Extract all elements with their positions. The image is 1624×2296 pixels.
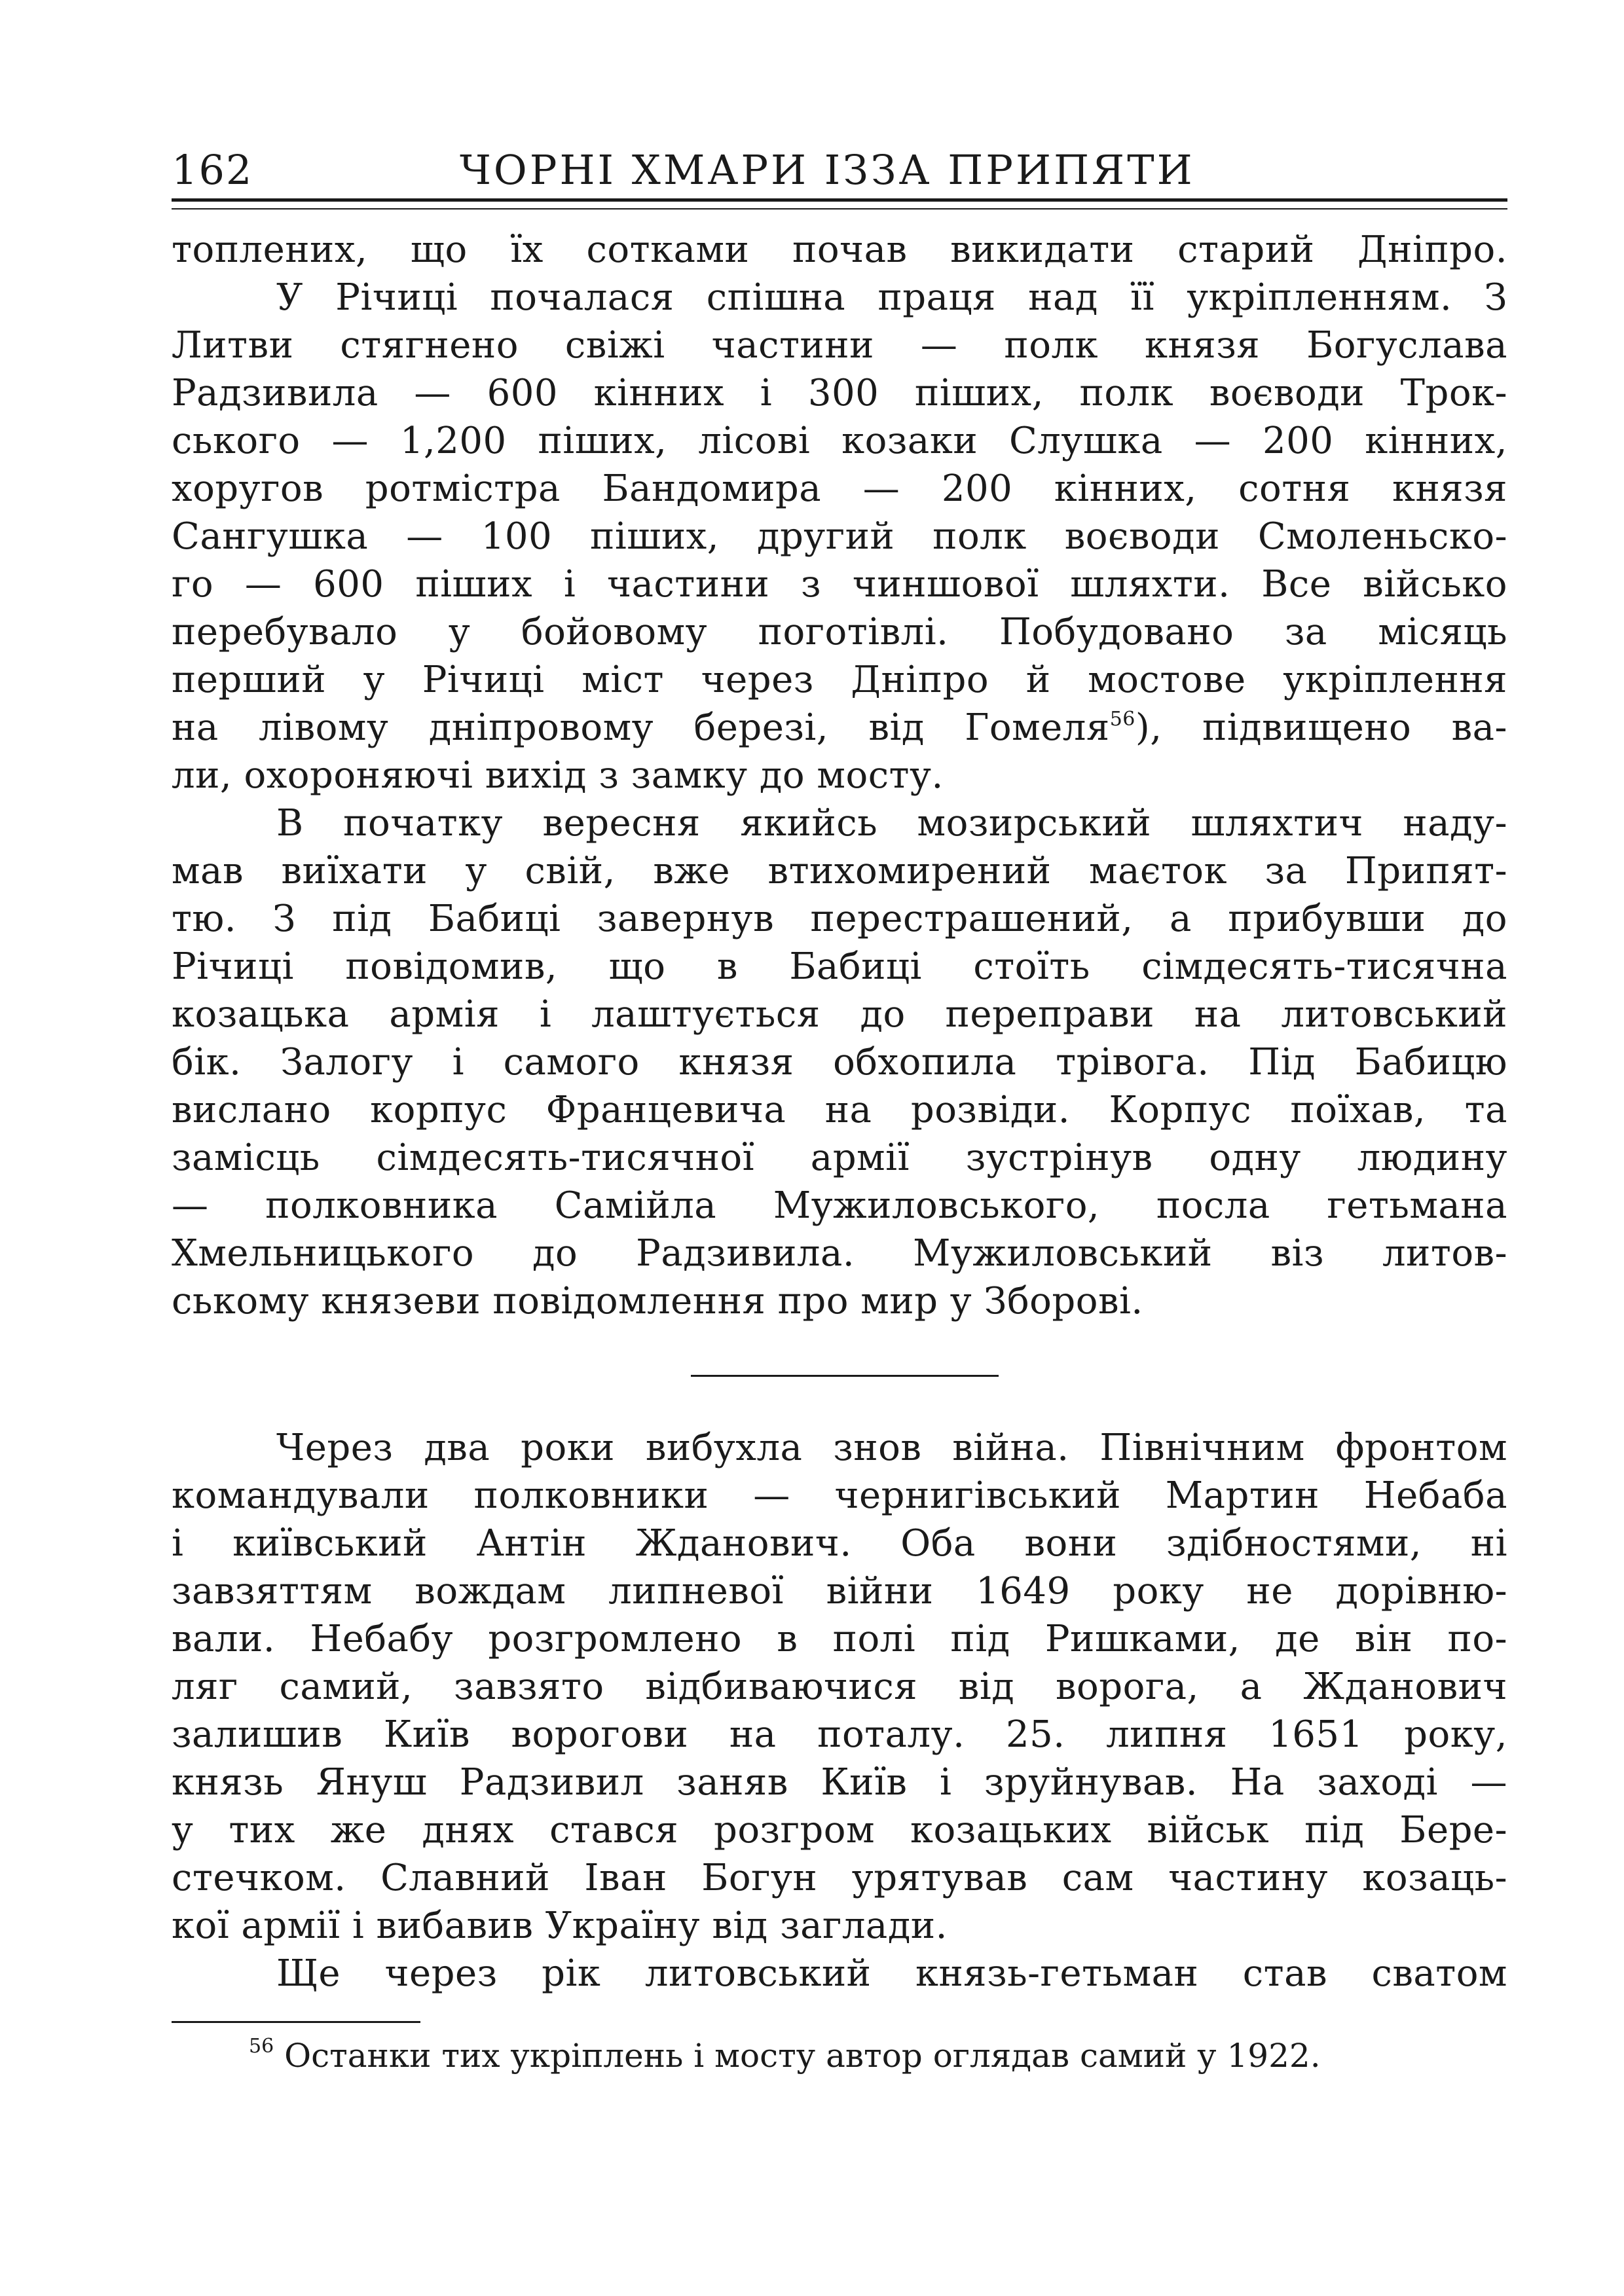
section-2-text [172,1424,1507,1997]
section-1-text [172,226,1507,1325]
footnote-number: 56 [249,2035,274,2058]
text-line: завзяттям вождам липневої війни 1649 року не дорівню- [172,1570,1507,1613]
text-line: бік. Залогу і самого князя обхопила трівога. Під Бабицю [172,1041,1507,1084]
text-line: вали. Небабу розгромлено в полі під Ришками, де він по- [172,1618,1507,1660]
text-line: мав виїхати у свій, вже втихомирений маєток за Припят- [172,850,1507,892]
footnote [249,2033,1507,2079]
footnote-reference: 56 [1109,708,1135,731]
text-line: Хмельницького до Радзивила. Мужиловський віз литов- [172,1232,1507,1275]
text-line: Річиці повідомив, що в Бабиці стоїть сімдесять-тисячна [172,945,1507,988]
text-line: ського — 1,200 піших, лісові козаки Слушка — 200 кінних, [172,420,1507,462]
text-line: перебувало у бойовому поготівлі. Побудовано за місяць [172,611,1507,653]
text-line: Через два роки вибухла знов війна. Північним фронтом [276,1427,1507,1469]
text-line: ляг самий, завзято відбиваючися від ворога, а Жданович [172,1666,1507,1708]
running-head [172,141,1507,200]
text-line: хоругов ротмістра Бандомира — 200 кінних, сотня князя [172,467,1507,510]
text-line: ли, охороняючі вихід з замку до мосту. [172,754,944,797]
text-line: — полковника Самійла Мужиловського, посла гетьмана [172,1184,1507,1227]
text-line: перший у Річиці міст через Дніпро й мостове укріплення [172,659,1507,701]
text-line: ському князеви повідомлення про мир у Зборові. [172,1280,1143,1322]
text-line: князь Януш Радзивил заняв Київ і зруйнував. На заході — [172,1761,1507,1804]
text-line: го — 600 піших і частини з чиншової шляхти. Все військо [172,563,1507,606]
text-fragment: на лівому дніпровому березі, від Гомеля [172,706,1110,749]
text-line: Радзивила — 600 кінних і 300 піших, полк воєводи Трок- [172,372,1507,414]
text-line: вислано корпус Францевича на розвіди. Корпус поїхав, та [172,1089,1507,1131]
text-line-with-footnote-ref [172,704,1507,752]
text-line: Ще через рік литовський князь-гетьман став сватом [276,1952,1507,1995]
text-line: У Річиці почалася спішна праця над її укріпленням. З [276,276,1507,319]
text-line: кої армії і вибавив Україну від заглади. [172,1904,948,1947]
text-line: стечком. Славний Іван Богун урятував сам частину козаць- [172,1857,1507,1899]
text-line: замісць сімдесять-тисячної армії зустрінув одну людину [172,1137,1507,1179]
text-line: і київський Антін Жданович. Оба вони здібностями, ні [172,1522,1507,1565]
text-line: у тих же днях стався розгром козацьких військ під Бере- [172,1809,1507,1851]
page-number: 162 [172,146,253,194]
text-line: Сангушка — 100 піших, другий полк воєводи Смоленьско- [172,515,1507,558]
section-divider [691,1375,999,1377]
text-line: В початку вересня якийсь мозирський шляхтич наду- [276,802,1507,845]
text-line: залишив Київ ворогови на поталу. 25. липня 1651 року, [172,1713,1507,1756]
text-line: топлених, що їх сотками почав викидати старий Дніпро. [172,228,1507,271]
text-line: Литви стягнено свіжі частини — полк князя Богуслава [172,324,1507,367]
footnote-rule [172,2021,420,2023]
text-line: командували полковники — чернигівський Мартин Небаба [172,1474,1507,1517]
text-line: козацька армія і лаштується до переправи на литовський [172,993,1507,1036]
header-rule-thin [172,208,1507,210]
header-rule-thick [172,198,1507,202]
text-line: тю. З під Бабиці завернув перестрашений, а прибувши до [172,898,1507,940]
footnote-text: Останки тих укріплень і мосту автор оглядав самий у 1922. [284,2037,1321,2075]
text-fragment: ), підвищено ва- [1135,706,1507,749]
running-title: ЧОРНІ ХМАРИ ІЗЗА ПРИПЯТИ [460,146,1195,194]
